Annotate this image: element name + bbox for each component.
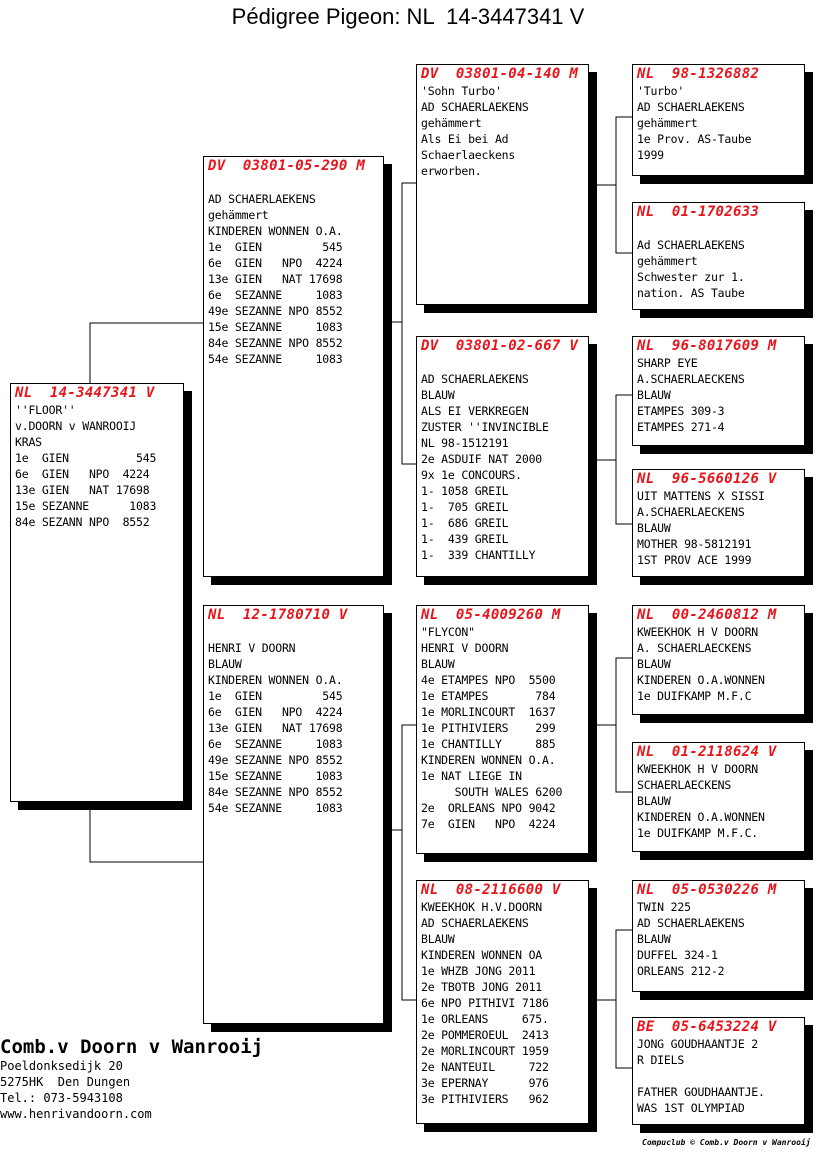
info-line: 3e PITHIVIERS 962 bbox=[421, 1092, 549, 1106]
info-line: 1ST PROV ACE 1999 bbox=[637, 553, 752, 567]
info-line: 2e POMMEROEUL 2413 bbox=[421, 1028, 549, 1042]
breeder-phone: Tel.: 073-5943108 bbox=[0, 1091, 123, 1105]
info-line: R DIELS bbox=[637, 1053, 685, 1067]
info-line: 1- 1058 GREIL bbox=[421, 484, 509, 498]
info-line: AD SCHAERLAEKENS bbox=[421, 916, 529, 930]
info-line: Ad SCHAERLAEKENS bbox=[637, 238, 745, 252]
pigeon-info bbox=[637, 355, 801, 435]
ring-number: DV 03801-02-667 V bbox=[421, 338, 579, 354]
pigeon-card-fmm bbox=[632, 469, 805, 577]
info-line: ZUSTER ''INVINCIBLE bbox=[421, 420, 549, 434]
pigeon-card-fmf bbox=[632, 336, 805, 446]
pigeon-card-mother bbox=[203, 605, 384, 1024]
pigeon-card-main bbox=[10, 383, 184, 802]
info-line: TWIN 225 bbox=[637, 900, 691, 914]
info-line: WAS 1ST OLYMPIAD bbox=[637, 1101, 745, 1115]
breeder-address-city: 5275HK Den Dungen bbox=[0, 1075, 131, 1089]
info-line: BLAUW bbox=[637, 657, 671, 671]
pigeon-card-fff bbox=[632, 64, 805, 176]
info-line: SHARP EYE bbox=[637, 356, 698, 370]
pigeon-info bbox=[637, 624, 801, 704]
pigeon-card-mmm bbox=[632, 1017, 805, 1125]
pigeon-card-mmf bbox=[632, 880, 805, 992]
info-line: MOTHER 98-5812191 bbox=[637, 537, 752, 551]
ring-number: NL 98-1326882 bbox=[637, 66, 760, 82]
pigeon-info bbox=[15, 402, 180, 530]
info-line: 84e SEZANNE NPO 8552 bbox=[208, 336, 343, 350]
ring-number: NL 12-1780710 V bbox=[208, 607, 348, 623]
pigeon-info bbox=[637, 488, 801, 568]
info-line: 'Sohn Turbo' bbox=[421, 84, 502, 98]
ring-number: NL 96-5660126 V bbox=[637, 471, 777, 487]
info-line: 1e GIEN 545 bbox=[15, 451, 157, 465]
info-line: 1- 686 GREIL bbox=[421, 516, 509, 530]
info-line: gehämmert bbox=[208, 208, 269, 222]
pigeon-card-mm bbox=[416, 880, 589, 1124]
info-line bbox=[421, 355, 585, 371]
info-line: 1- 439 GREIL bbox=[421, 532, 509, 546]
info-line: ALS EI VERKREGEN bbox=[421, 404, 529, 418]
ring-number: NL 05-0530226 M bbox=[637, 882, 777, 898]
pigeon-info bbox=[421, 624, 585, 832]
info-line: KWEEKHOK H V DOORN bbox=[637, 625, 759, 639]
info-line: 6e GIEN NPO 4224 bbox=[208, 256, 343, 270]
connector-mf-to-parents bbox=[589, 658, 632, 792]
info-line: A. SCHAERLAECKENS bbox=[637, 641, 752, 655]
info-line: 1e DUIFKAMP M.F.C bbox=[637, 689, 752, 703]
pigeon-card-mf bbox=[416, 605, 589, 854]
info-line: FATHER GOUDHAANTJE. bbox=[637, 1085, 765, 1099]
info-line: gehämmert bbox=[421, 116, 482, 130]
info-line: KINDEREN O.A.WONNEN bbox=[637, 673, 765, 687]
info-line: KINDEREN WONNEN OA bbox=[421, 948, 543, 962]
connector-father-to-parents bbox=[384, 183, 417, 464]
info-line: KINDEREN WONNEN O.A. bbox=[208, 224, 343, 238]
info-line: 1e WHZB JONG 2011 bbox=[421, 964, 536, 978]
info-line: KWEEKHOK H V DOORN bbox=[637, 762, 759, 776]
ring-number: NL 96-8017609 M bbox=[637, 338, 777, 354]
info-line: 1e GIEN 545 bbox=[208, 689, 343, 703]
info-line: A.SCHAERLAECKENS bbox=[637, 372, 745, 386]
info-line: KRAS bbox=[15, 435, 42, 449]
connector-ff-to-parents bbox=[589, 117, 632, 253]
info-line: 15e SEZANNE 1083 bbox=[15, 499, 157, 513]
info-line: BLAUW bbox=[208, 657, 242, 671]
info-line: BLAUW bbox=[637, 794, 671, 808]
info-line: 9x 1e CONCOURS. bbox=[421, 468, 522, 482]
connector-main-to-mother bbox=[90, 808, 204, 862]
pigeon-info bbox=[637, 221, 801, 301]
info-line: 13e GIEN NAT 17698 bbox=[15, 483, 150, 497]
breeder-website[interactable]: www.henrivandoorn.com bbox=[0, 1107, 152, 1121]
info-line: A.SCHAERLAECKENS bbox=[637, 505, 745, 519]
info-line: 1e NAT LIEGE IN bbox=[421, 769, 522, 783]
info-line: gehämmert bbox=[637, 254, 698, 268]
info-line: HENRI V DOORN bbox=[421, 641, 509, 655]
info-line: 4e ETAMPES NPO 5500 bbox=[421, 673, 556, 687]
pigeon-card-ffm bbox=[632, 202, 805, 310]
breeder-address-street: Poeldonksedijk 20 bbox=[0, 1059, 123, 1073]
info-line: KINDEREN WONNEN O.A. bbox=[421, 753, 556, 767]
info-line: erworben. bbox=[421, 164, 482, 178]
info-line: 2e ASDUIF NAT 2000 bbox=[421, 452, 543, 466]
info-line: AD SCHAERLAEKENS bbox=[421, 372, 529, 386]
info-line bbox=[208, 175, 380, 191]
info-line: 3e EPERNAY 976 bbox=[421, 1076, 549, 1090]
info-line: KINDEREN O.A.WONNEN bbox=[637, 810, 765, 824]
info-line bbox=[637, 1068, 801, 1084]
info-line: ''FLOOR'' bbox=[15, 403, 76, 417]
info-line: 7e GIEN NPO 4224 bbox=[421, 817, 556, 831]
info-line: AD SCHAERLAEKENS bbox=[208, 192, 316, 206]
pigeon-card-mff bbox=[632, 605, 805, 715]
info-line: "FLYCON" bbox=[421, 625, 475, 639]
pigeon-card-father bbox=[203, 156, 384, 577]
info-line: 54e SEZANNE 1083 bbox=[208, 352, 343, 366]
info-line: DUFFEL 324-1 bbox=[637, 948, 718, 962]
pigeon-info bbox=[208, 624, 380, 816]
ring-number: NL 08-2116600 V bbox=[421, 882, 561, 898]
page-title: Pédigree Pigeon: NL 14-3447341 V bbox=[231, 4, 585, 29]
pigeon-info bbox=[637, 1036, 801, 1116]
info-line: 'Turbo' bbox=[637, 84, 685, 98]
info-line: gehämmert bbox=[637, 116, 698, 130]
ring-number: DV 03801-04-140 M bbox=[421, 66, 579, 82]
ring-number: NL 01-2118624 V bbox=[637, 744, 777, 760]
info-line: 1e Prov. AS-Taube bbox=[637, 132, 752, 146]
connector-mm-to-parents bbox=[589, 930, 632, 1068]
pigeon-info bbox=[421, 83, 585, 179]
info-line: Schwester zur 1. bbox=[637, 270, 745, 284]
info-line: BLAUW bbox=[421, 657, 455, 671]
info-line: HENRI V DOORN bbox=[208, 641, 296, 655]
pigeon-card-mfm bbox=[632, 742, 805, 852]
pigeon-card-fm bbox=[416, 336, 589, 577]
info-line: 6e SEZANNE 1083 bbox=[208, 288, 343, 302]
info-line: 6e SEZANNE 1083 bbox=[208, 737, 343, 751]
pigeon-info bbox=[637, 899, 801, 979]
info-line: nation. AS Taube bbox=[637, 286, 745, 300]
info-line: NL 98-1512191 bbox=[421, 436, 509, 450]
connector-main-to-father bbox=[90, 323, 204, 383]
info-line: 2e TBOTB JONG 2011 bbox=[421, 980, 543, 994]
info-line: ETAMPES 309-3 bbox=[637, 404, 725, 418]
info-line: v.DOORN v WANROOIJ bbox=[15, 419, 137, 433]
info-line: UIT MATTENS X SISSI bbox=[637, 489, 765, 503]
info-line: 6e NPO PITHIVI 7186 bbox=[421, 996, 549, 1010]
info-line: 49e SEZANNE NPO 8552 bbox=[208, 304, 343, 318]
ring-number: NL 00-2460812 M bbox=[637, 607, 777, 623]
info-line: 1- 705 GREIL bbox=[421, 500, 509, 514]
info-line: AD SCHAERLAEKENS bbox=[421, 100, 529, 114]
info-line: 1999 bbox=[637, 148, 664, 162]
connector-mother-to-parents bbox=[384, 725, 417, 1000]
info-line: JONG GOUDHAANTJE 2 bbox=[637, 1037, 759, 1051]
info-line: 1e ORLEANS 675. bbox=[421, 1012, 549, 1026]
info-line: ETAMPES 271-4 bbox=[637, 420, 725, 434]
info-line: KWEEKHOK H.V.DOORN bbox=[421, 900, 543, 914]
pigeon-info bbox=[208, 175, 380, 367]
breeder-name: Comb.v Doorn v Wanrooij bbox=[0, 1036, 264, 1058]
ring-number: NL 05-4009260 M bbox=[421, 607, 561, 623]
ring-number: DV 03801-05-290 M bbox=[208, 158, 366, 174]
pigeon-info bbox=[637, 761, 801, 841]
info-line bbox=[208, 624, 380, 640]
pigeon-info bbox=[421, 355, 585, 563]
info-line: 84e SEZANNE NPO 8552 bbox=[208, 785, 343, 799]
info-line: SCHAERLAECKENS bbox=[637, 778, 732, 792]
info-line: 1e GIEN 545 bbox=[208, 240, 343, 254]
info-line: BLAUW bbox=[637, 521, 671, 535]
software-credit: Compuclub © Comb.v Doorn v Wanrooij bbox=[642, 1138, 811, 1147]
info-line: Als Ei bei Ad bbox=[421, 132, 509, 146]
info-line: 1e ETAMPES 784 bbox=[421, 689, 556, 703]
breeder-info bbox=[0, 1036, 263, 1122]
ring-number: NL 01-1702633 bbox=[637, 204, 760, 220]
info-line: 6e GIEN NPO 4224 bbox=[208, 705, 343, 719]
ring-number: NL 14-3447341 V bbox=[15, 385, 155, 401]
pigeon-card-ff bbox=[416, 64, 589, 305]
info-line: BLAUW bbox=[637, 932, 671, 946]
connector-fm-to-parents bbox=[589, 395, 632, 524]
info-line: Schaerlaeckens bbox=[421, 148, 516, 162]
info-line: 54e SEZANNE 1083 bbox=[208, 801, 343, 815]
info-line: 2e ORLEANS NPO 9042 bbox=[421, 801, 556, 815]
info-line: 2e MORLINCOURT 1959 bbox=[421, 1044, 549, 1058]
pigeon-info bbox=[637, 83, 801, 163]
info-line: KINDEREN WONNEN O.A. bbox=[208, 673, 343, 687]
info-line: BLAUW bbox=[637, 388, 671, 402]
info-line: 1e PITHIVIERS 299 bbox=[421, 721, 556, 735]
info-line: AD SCHAERLAEKENS bbox=[637, 916, 745, 930]
info-line: 1e MORLINCOURT 1637 bbox=[421, 705, 556, 719]
info-line: 49e SEZANNE NPO 8552 bbox=[208, 753, 343, 767]
info-line: 84e SEZANN NPO 8552 bbox=[15, 515, 150, 529]
info-line: 2e NANTEUIL 722 bbox=[421, 1060, 549, 1074]
info-line: AD SCHAERLAEKENS bbox=[637, 100, 745, 114]
info-line: 15e SEZANNE 1083 bbox=[208, 320, 343, 334]
info-line: ORLEANS 212-2 bbox=[637, 964, 725, 978]
info-line: 13e GIEN NAT 17698 bbox=[208, 272, 343, 286]
info-line: 1- 339 CHANTILLY bbox=[421, 548, 536, 562]
info-line: 1e CHANTILLY 885 bbox=[421, 737, 556, 751]
pigeon-info bbox=[421, 899, 585, 1107]
info-line bbox=[637, 221, 801, 237]
info-line: 15e SEZANNE 1083 bbox=[208, 769, 343, 783]
info-line: 6e GIEN NPO 4224 bbox=[15, 467, 150, 481]
info-line: 13e GIEN NAT 17698 bbox=[208, 721, 343, 735]
info-line: 1e DUIFKAMP M.F.C. bbox=[637, 826, 759, 840]
info-line: BLAUW bbox=[421, 388, 455, 402]
ring-number: BE 05-6453224 V bbox=[637, 1019, 777, 1035]
info-line: BLAUW bbox=[421, 932, 455, 946]
info-line: SOUTH WALES 6200 bbox=[421, 785, 563, 799]
